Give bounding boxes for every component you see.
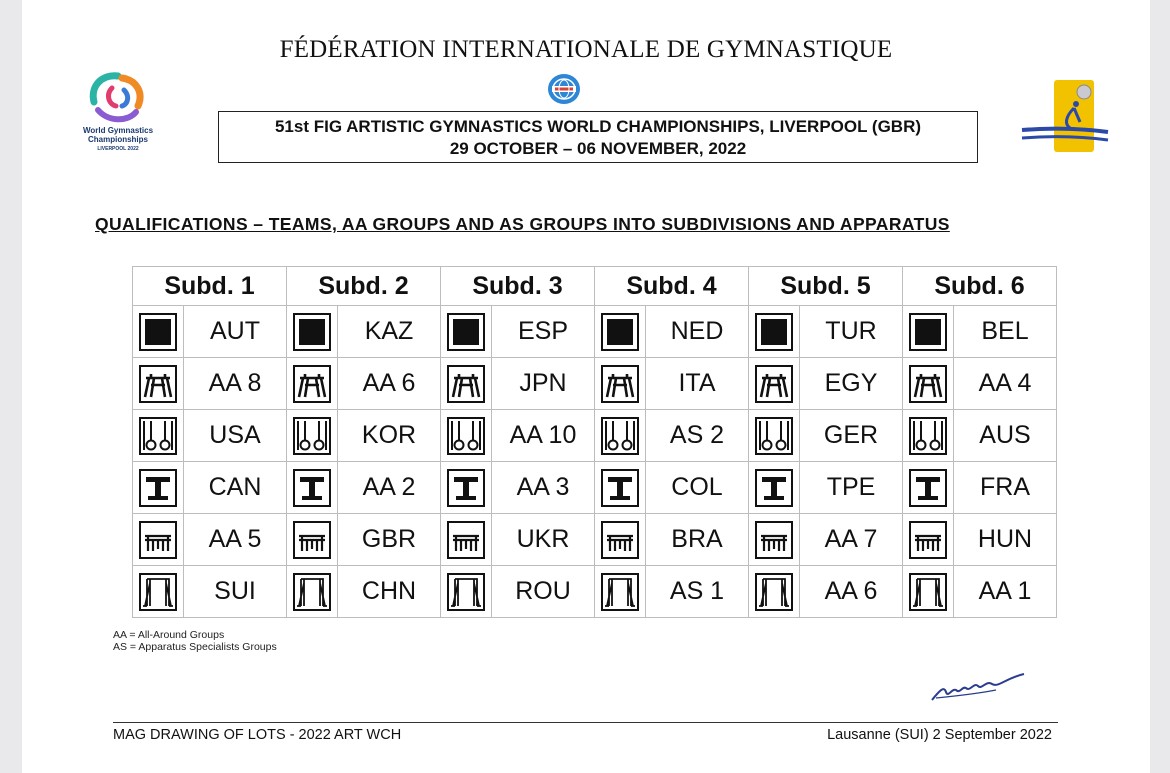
- pommel-horse-icon: [441, 358, 492, 410]
- table-row: [133, 462, 1057, 514]
- table-cell: AA 5: [184, 514, 287, 566]
- legend: [113, 629, 277, 653]
- rings-icon: [595, 410, 646, 462]
- vault-icon: [287, 462, 338, 514]
- table-cell: TUR: [800, 306, 903, 358]
- fig-artistic-logo-icon: [1018, 78, 1112, 160]
- subd-header: Subd. 2: [287, 267, 441, 306]
- table-cell: JPN: [492, 358, 595, 410]
- table-row: [133, 410, 1057, 462]
- document-page: [22, 0, 1150, 773]
- rings-icon: [749, 410, 800, 462]
- horizontal-bar-icon: [441, 566, 492, 618]
- vault-icon: [595, 462, 646, 514]
- table-cell: NED: [646, 306, 749, 358]
- subd-header: Subd. 3: [441, 267, 595, 306]
- swirl-logo-icon: [78, 70, 158, 126]
- table-cell: GBR: [338, 514, 441, 566]
- table-cell: CHN: [338, 566, 441, 618]
- parallel-bars-icon: [749, 514, 800, 566]
- floor-exercise-icon: [287, 306, 338, 358]
- legend-as: AS = Apparatus Specialists Groups: [113, 641, 277, 653]
- table-row: [133, 566, 1057, 618]
- pommel-horse-icon: [133, 358, 184, 410]
- table-cell: GER: [800, 410, 903, 462]
- vault-icon: [903, 462, 954, 514]
- table-cell: AA 6: [338, 358, 441, 410]
- rings-icon: [133, 410, 184, 462]
- subdivision-table: [132, 266, 1057, 618]
- table-cell: AA 7: [800, 514, 903, 566]
- table-cell: AUT: [184, 306, 287, 358]
- footer-right: Lausanne (SUI) 2 September 2022: [827, 727, 1052, 743]
- logo-line-2: Championships: [87, 135, 148, 144]
- table-cell: HUN: [954, 514, 1057, 566]
- fig-emblem-icon: [546, 72, 582, 106]
- world-championships-logo: [78, 70, 158, 180]
- table-cell: BRA: [646, 514, 749, 566]
- championship-box: [218, 111, 978, 163]
- table-cell: AA 4: [954, 358, 1057, 410]
- table-cell: KAZ: [338, 306, 441, 358]
- table-cell: ROU: [492, 566, 595, 618]
- table-cell: AA 8: [184, 358, 287, 410]
- table-cell: AA 1: [954, 566, 1057, 618]
- floor-exercise-icon: [595, 306, 646, 358]
- subd-header: Subd. 5: [749, 267, 903, 306]
- table-cell: ITA: [646, 358, 749, 410]
- rings-icon: [287, 410, 338, 462]
- parallel-bars-icon: [287, 514, 338, 566]
- horizontal-bar-icon: [595, 566, 646, 618]
- pommel-horse-icon: [749, 358, 800, 410]
- table-row: [133, 306, 1057, 358]
- vault-icon: [749, 462, 800, 514]
- floor-exercise-icon: [903, 306, 954, 358]
- table-cell: AA 2: [338, 462, 441, 514]
- table-cell: USA: [184, 410, 287, 462]
- subd-header: Subd. 1: [133, 267, 287, 306]
- table-row: [133, 514, 1057, 566]
- table-cell: SUI: [184, 566, 287, 618]
- vault-icon: [441, 462, 492, 514]
- table-cell: BEL: [954, 306, 1057, 358]
- championship-dates: 29 OCTOBER – 06 NOVEMBER, 2022: [449, 139, 747, 158]
- section-title: QUALIFICATIONS – TEAMS, AA GROUPS AND AS GROUPS INTO SUBDIVISIONS AND APPARATUS: [95, 214, 950, 234]
- vault-icon: [133, 462, 184, 514]
- table-cell: EGY: [800, 358, 903, 410]
- parallel-bars-icon: [441, 514, 492, 566]
- table-cell: AUS: [954, 410, 1057, 462]
- floor-exercise-icon: [441, 306, 492, 358]
- rings-icon: [903, 410, 954, 462]
- legend-aa: AA = All-Around Groups: [113, 629, 225, 641]
- table-cell: KOR: [338, 410, 441, 462]
- parallel-bars-icon: [595, 514, 646, 566]
- table-cell: AA 3: [492, 462, 595, 514]
- header-row: [133, 267, 1057, 306]
- parallel-bars-icon: [903, 514, 954, 566]
- footer-left: MAG DRAWING OF LOTS - 2022 ART WCH: [113, 727, 402, 743]
- subd-header: Subd. 6: [903, 267, 1057, 306]
- footer-divider: [113, 722, 1058, 723]
- pommel-horse-icon: [903, 358, 954, 410]
- federation-title: FÉDÉRATION INTERNATIONALE DE GYMNASTIQUE: [279, 36, 893, 63]
- table-cell: COL: [646, 462, 749, 514]
- table-cell: FRA: [954, 462, 1057, 514]
- table-cell: AA 10: [492, 410, 595, 462]
- table-cell: CAN: [184, 462, 287, 514]
- table-cell: AS 1: [646, 566, 749, 618]
- parallel-bars-icon: [133, 514, 184, 566]
- table-cell: AS 2: [646, 410, 749, 462]
- championship-name: 51st FIG ARTISTIC GYMNASTICS WORLD CHAMPIONSHIPS, LIVERPOOL (GBR): [274, 117, 922, 136]
- horizontal-bar-icon: [749, 566, 800, 618]
- pommel-horse-icon: [595, 358, 646, 410]
- signature-icon: [926, 668, 1036, 708]
- horizontal-bar-icon: [133, 566, 184, 618]
- table-cell: ESP: [492, 306, 595, 358]
- table-cell: AA 6: [800, 566, 903, 618]
- table-cell: UKR: [492, 514, 595, 566]
- logo-line-1: World Gymnastics: [82, 126, 154, 135]
- subd-header: Subd. 4: [595, 267, 749, 306]
- floor-exercise-icon: [749, 306, 800, 358]
- horizontal-bar-icon: [903, 566, 954, 618]
- floor-exercise-icon: [133, 306, 184, 358]
- table-cell: TPE: [800, 462, 903, 514]
- table-row: [133, 358, 1057, 410]
- rings-icon: [441, 410, 492, 462]
- horizontal-bar-icon: [287, 566, 338, 618]
- pommel-horse-icon: [287, 358, 338, 410]
- logo-line-3: LIVERPOOL 2022: [97, 146, 139, 152]
